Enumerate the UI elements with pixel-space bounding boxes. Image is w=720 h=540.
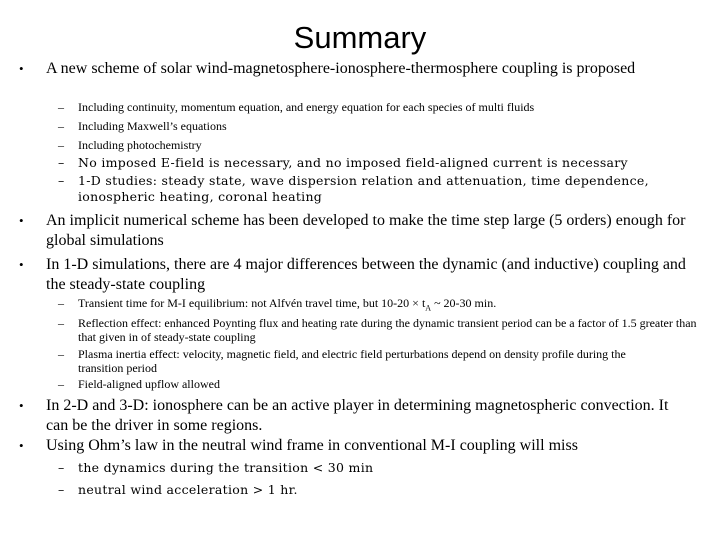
dash-marker: – (58, 155, 65, 170)
sub-bullet-text: Transient time for M-I equilibrium: not Alfvén travel time, but 10-20 × t (78, 296, 426, 310)
dash-marker: – (58, 119, 64, 133)
dash-marker: – (58, 296, 64, 310)
dash-marker: – (58, 316, 64, 330)
sub-bullet-photochemistry (58, 138, 698, 152)
sub-bullet-no-imposed-field (58, 154, 698, 172)
bullet-text: A new scheme of solar wind-magnetosphere-ionosphere-thermosphere coupling is proposed (46, 60, 636, 77)
bullet-marker: • (19, 257, 24, 272)
dash-marker: – (58, 173, 65, 188)
sub-bullet-wind-acceleration (58, 481, 698, 499)
sub-bullet-text: Plasma inertia effect: velocity, magnetic field, and electric field perturbations depend on density profile during the transition period (78, 347, 626, 375)
bullet-implicit-scheme (19, 211, 686, 251)
bullet-marker: • (19, 213, 24, 228)
dash-marker: – (58, 347, 64, 361)
slide-title: Summary (293, 20, 427, 55)
sub-bullet-transient-time (58, 296, 698, 315)
sub-bullet-transition-dynamics (58, 459, 698, 477)
sub-bullet-text: Including Maxwell’s equations (78, 119, 227, 133)
subscript-a: A (425, 303, 432, 313)
bullet-marker: • (19, 398, 24, 413)
bullet-1d-simulations (19, 255, 686, 295)
dash-marker: – (58, 460, 65, 475)
sub-bullet-text: Including continuity, momentum equation, and energy equation for each species of multi fluids (78, 100, 535, 114)
dash-marker: – (58, 377, 64, 391)
bullet-text: In 1-D simulations, there are 4 major differences between the dynamic (and inductive) coupling and the steady-state coupling (46, 256, 686, 293)
sub-bullet-maxwell (58, 119, 698, 133)
sub-bullet-continuity (58, 100, 698, 114)
bullet-new-scheme (19, 59, 686, 79)
bullet-marker: • (19, 61, 24, 76)
sub-bullet-text: neutral wind acceleration > 1 hr. (78, 482, 298, 497)
bullet-2d-3d (19, 396, 686, 436)
sub-bullet-upflow (58, 377, 698, 391)
sub-bullet-text: Reflection effect: enhanced Poynting flux and heating rate during the dynamic transient period can be a factor of 1.5 greater than that given in of steady-state coupling (78, 316, 697, 344)
dash-marker: – (58, 138, 64, 152)
bullet-ohms-law (19, 436, 686, 456)
bullet-text: In 2-D and 3-D: ionosphere can be an active player in determining magnetospheric convection. It can be the driver in some regions. (46, 397, 669, 434)
sub-bullet-text: Field-aligned upflow allowed (78, 377, 220, 391)
sub-bullet-text-end: ~ 20-30 min. (431, 296, 497, 310)
bullet-text: Using Ohm’s law in the neutral wind frame in conventional M-I coupling will miss (46, 437, 578, 454)
sub-bullet-text: Including photochemistry (78, 138, 202, 152)
sub-bullet-plasma-inertia (58, 347, 668, 375)
dash-marker: – (58, 100, 64, 114)
sub-bullet-1d-studies (58, 173, 663, 205)
bullet-text: An implicit numerical scheme has been developed to make the time step large (5 orders) enough for global simulations (46, 212, 686, 249)
sub-bullet-reflection-effect (58, 316, 703, 344)
sub-bullet-text: No imposed E-field is necessary, and no imposed field-aligned current is necessary (78, 155, 628, 170)
dash-marker: – (58, 482, 65, 497)
bullet-marker: • (19, 438, 24, 453)
sub-bullet-text: 1-D studies: steady state, wave dispersion relation and attenuation, time dependence, ionospheric heating, coronal heating (78, 173, 649, 204)
sub-bullet-text: the dynamics during the transition < 30 min (78, 460, 374, 475)
